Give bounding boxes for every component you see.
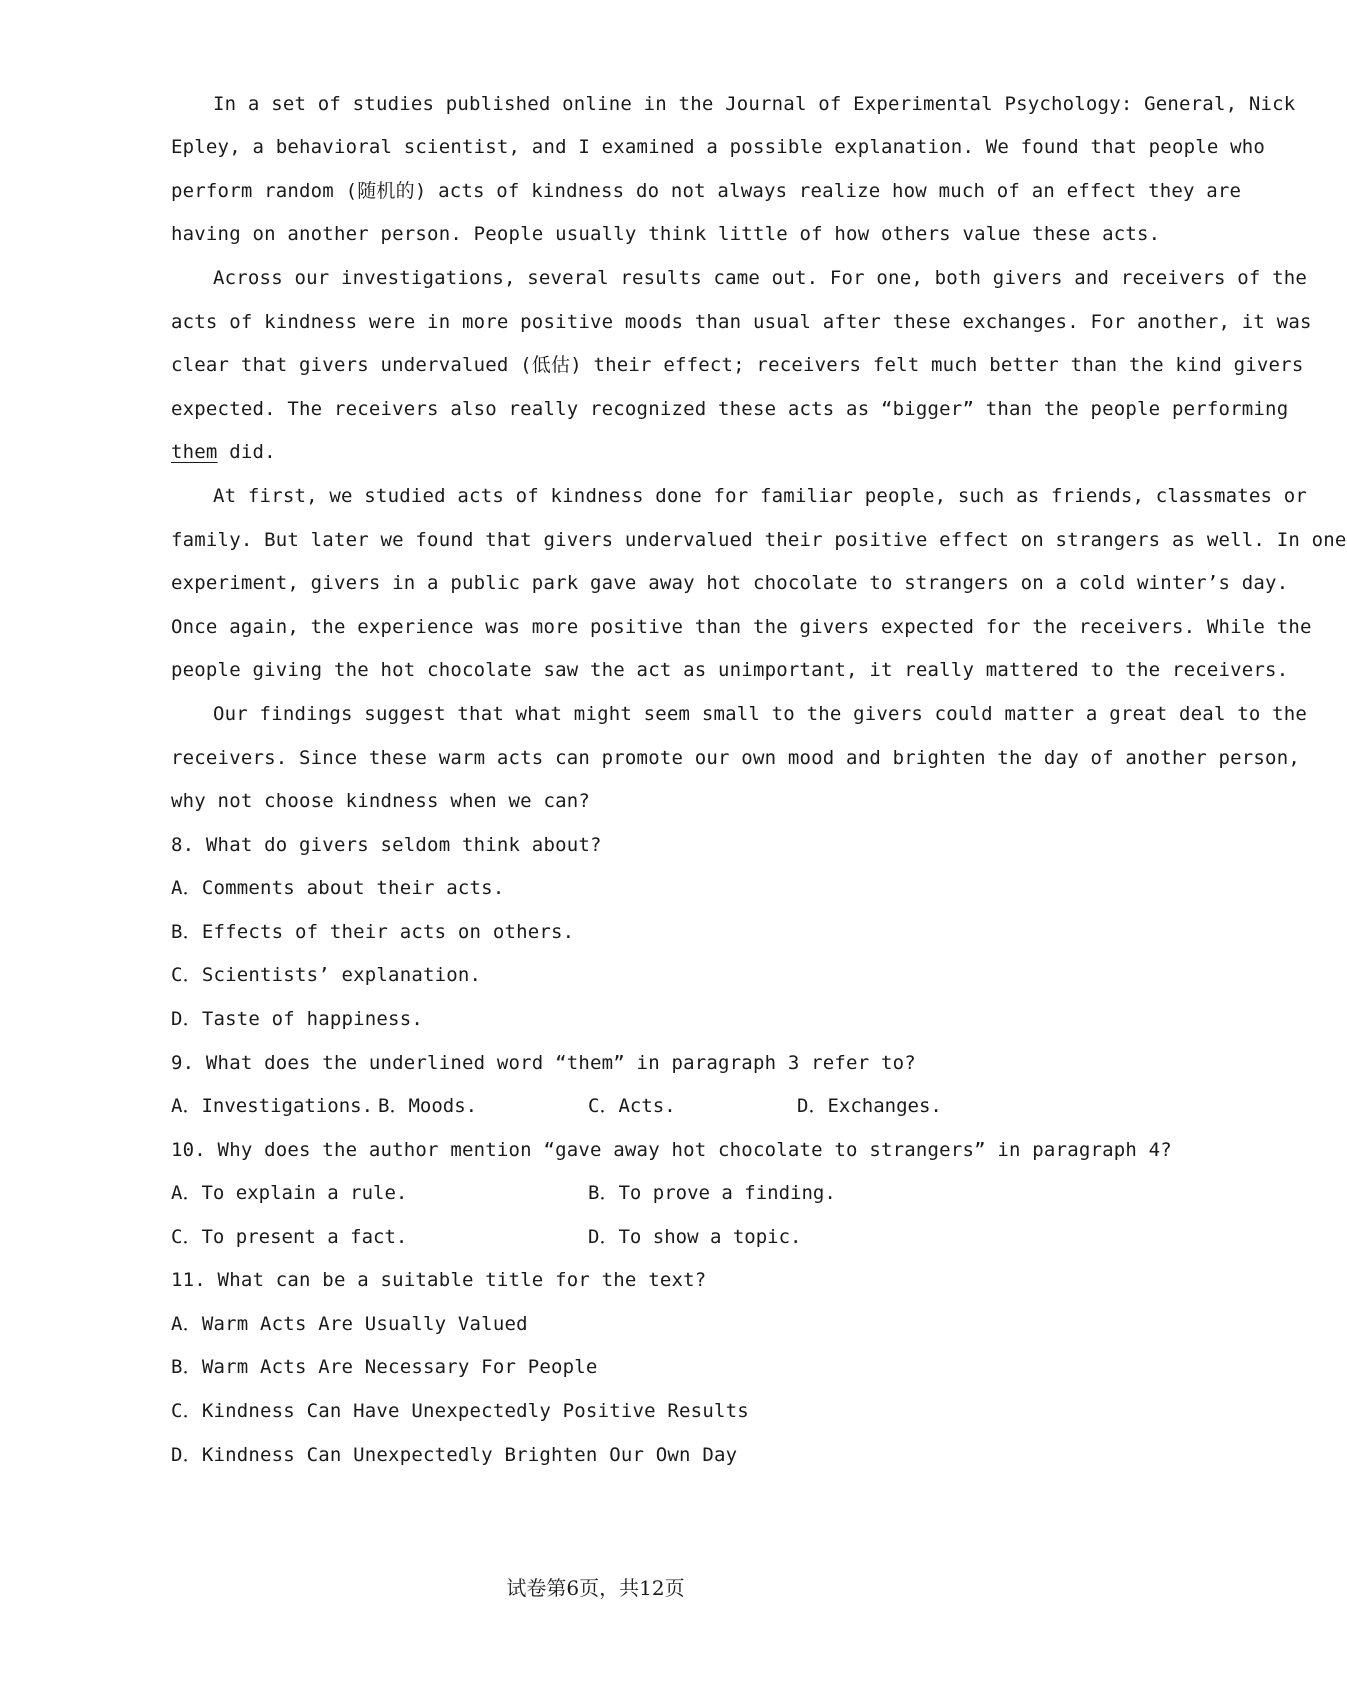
question-11-option-c: C．Kindness Can Have Unexpectedly Positive Results — [171, 1400, 749, 1422]
question-9-option-c: C．Acts. — [588, 1095, 676, 1117]
question-10-stem: 10. Why does the author mention “gave away hot chocolate to strangers” in paragraph 4? — [171, 1139, 1172, 1161]
passage-line: clear that givers undervalued (低估) their effect; receivers felt much better than the kind givers — [171, 354, 1304, 376]
question-9-stem: 9. What does the underlined word “them” in paragraph 3 refer to? — [171, 1052, 916, 1074]
question-10-option-d: D．To show a topic. — [588, 1226, 802, 1248]
question-11-option-d: D．Kindness Can Unexpectedly Brighten Our Own Day — [171, 1444, 738, 1466]
passage-line: Across our investigations, several results came out. For one, both givers and receivers of the — [213, 267, 1308, 289]
passage-line: Once again, the experience was more positive than the givers expected for the receivers. While the — [171, 616, 1312, 638]
question-9-option-d: D．Exchanges. — [797, 1095, 942, 1117]
passage-line: experiment, givers in a public park gave away hot chocolate to strangers on a cold winter’s day. — [171, 572, 1289, 594]
question-10-option-a: A．To explain a rule. — [171, 1182, 408, 1204]
question-11-stem: 11. What can be a suitable title for the text? — [171, 1269, 707, 1291]
passage-line: In a set of studies published online in the Journal of Experimental Psychology: General, Nick — [213, 93, 1296, 115]
passage-line-rest: did. — [217, 441, 276, 463]
question-8-option-d: D．Taste of happiness. — [171, 1008, 423, 1030]
question-11-option-a: A．Warm Acts Are Usually Valued — [171, 1313, 528, 1335]
question-8-option-c: C．Scientists’ explanation. — [171, 964, 482, 986]
question-10-option-b: B．To prove a finding. — [588, 1182, 836, 1204]
question-10-option-c: C．To present a fact. — [171, 1226, 408, 1248]
passage-line: family. But later we found that givers undervalued their positive effect on strangers as well. In one — [171, 529, 1347, 551]
question-11-option-b: B．Warm Acts Are Necessary For People — [171, 1356, 598, 1378]
passage-line: Our findings suggest that what might seem small to the givers could matter a great deal to the — [213, 703, 1308, 725]
passage-line: perform random (随机的) acts of kindness do not always realize how much of an effect they are — [171, 180, 1242, 202]
passage-line: receivers. Since these warm acts can promote our own mood and brighten the day of another person, — [171, 747, 1300, 769]
passage-line — [171, 439, 1031, 465]
passage-line: people giving the hot chocolate saw the act as unimportant, it really mattered to the receivers. — [171, 659, 1289, 681]
passage-line: expected. The receivers also really recognized these acts as “bigger” than the people performing — [171, 398, 1289, 420]
passage-line: Epley, a behavioral scientist, and I examined a possible explanation. We found that people who — [171, 136, 1266, 158]
question-8-option-a: A．Comments about their acts. — [171, 877, 505, 899]
underlined-word-them: them — [171, 441, 218, 463]
question-9-option-a: A．Investigations. — [171, 1095, 374, 1117]
page-footer: 试卷第6页，共12页 — [506, 1576, 685, 1600]
question-8-option-b: B．Effects of their acts on others. — [171, 921, 575, 943]
passage-line: having on another person. People usually think little of how others value these acts. — [171, 223, 1161, 245]
passage-line: At first, we studied acts of kindness done for familiar people, such as friends, classmates or — [213, 485, 1308, 507]
passage-line: why not choose kindness when we can? — [171, 790, 591, 812]
passage-line: acts of kindness were in more positive moods than usual after these exchanges. For another, it was — [171, 311, 1312, 333]
question-8-stem: 8. What do givers seldom think about? — [171, 834, 602, 856]
question-9-option-b: B．Moods. — [378, 1095, 478, 1117]
